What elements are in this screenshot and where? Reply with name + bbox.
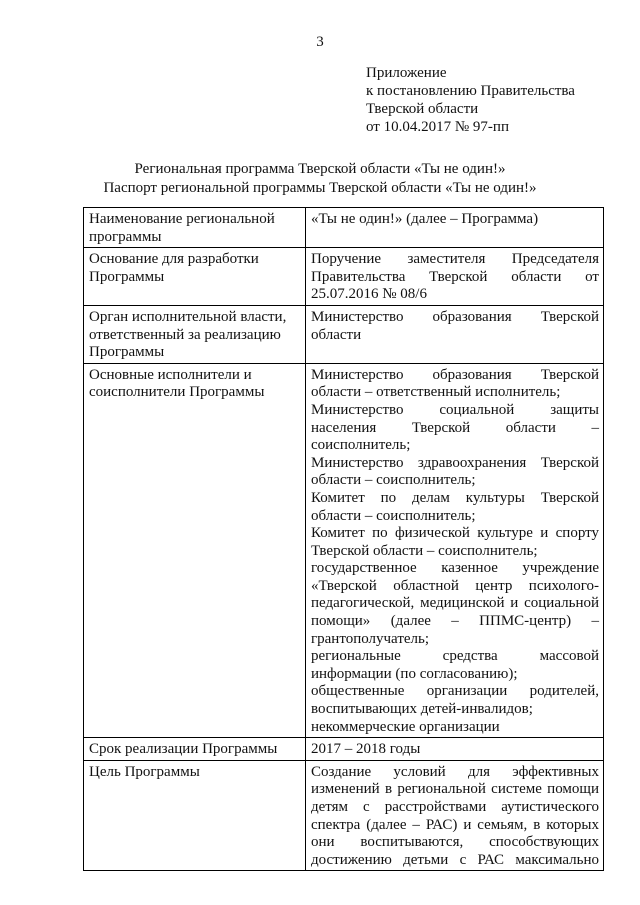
row-label: Цель Программы (84, 760, 306, 871)
value-paragraph: 2017 – 2018 годы (311, 741, 421, 758)
table-row (84, 248, 604, 306)
value-paragraph: региональные средства массовой информации (по согласованию); (311, 648, 599, 682)
page-number: 3 (316, 34, 324, 50)
table-row (84, 305, 604, 363)
value-paragraph: Министерство образования Тверской области – ответственный исполнитель; (311, 366, 599, 401)
row-value (306, 738, 604, 761)
row-value (306, 760, 604, 871)
row-label: Орган исполнительной власти, ответственный за реализацию Программы (84, 305, 306, 363)
value-paragraph: Комитет по физической культуре и спорту Тверской области – соисполнитель; (311, 525, 599, 559)
value-paragraph: Поручение заместителя Председателя Правительства Тверской области от 25.07.2016 № 08/6 (311, 251, 599, 303)
table-row (84, 738, 604, 761)
value-paragraph: Министерство социальной защиты населения Тверской области – соисполнитель; (311, 401, 599, 454)
row-value (306, 208, 604, 248)
value-paragraph: государственное казенное учреждение «Тверской областной центр психолого-педагогической, медицинской и социальной помощи» (далее – ППМС-центр) – грантополучатель; (311, 560, 599, 647)
passport-title: Паспорт региональной программы Тверской области «Ты не один!» (103, 180, 537, 196)
table-row (84, 760, 604, 871)
row-label: Основные исполнители и соисполнители Программы (84, 363, 306, 737)
row-label: Наименование региональной программы (84, 208, 306, 248)
row-label: Основание для разработки Программы (84, 248, 306, 306)
passport-table (83, 207, 604, 871)
appendix-line: Тверской области (366, 101, 479, 117)
table-row (84, 363, 604, 737)
row-value (306, 305, 604, 363)
appendix-line: к постановлению Правительства (366, 83, 575, 99)
value-paragraph: общественные организации родителей, воспитывающих детей-инвалидов; (311, 683, 599, 718)
appendix-line: от 10.04.2017 № 97-пп (366, 119, 509, 135)
value-paragraph: Министерство образования Тверской области (311, 308, 599, 343)
value-paragraph: некоммерческие организации (311, 718, 500, 735)
table-row (84, 208, 604, 248)
row-label: Срок реализации Программы (84, 738, 306, 761)
value-paragraph: Комитет по делам культуры Тверской области – соисполнитель; (311, 489, 599, 524)
value-paragraph: Создание условий для эффективных изменений в региональной системе помощи детям с расстройствами аутистического спектра (далее – РАС) и семьям, в которых они воспитываются, способствующих достижению детьми с РАС максимально (311, 763, 599, 868)
value-paragraph: Министерство здравоохранения Тверской области – соисполнитель; (311, 454, 599, 489)
value-paragraph: «Ты не один!» (далее – Программа) (311, 211, 539, 227)
program-title: Региональная программа Тверской области «Ты не один!» (134, 161, 506, 177)
row-value (306, 248, 604, 306)
appendix-line: Приложение (366, 65, 447, 81)
row-value (306, 363, 604, 737)
appendix-block (366, 64, 575, 136)
document-titles (0, 160, 640, 198)
